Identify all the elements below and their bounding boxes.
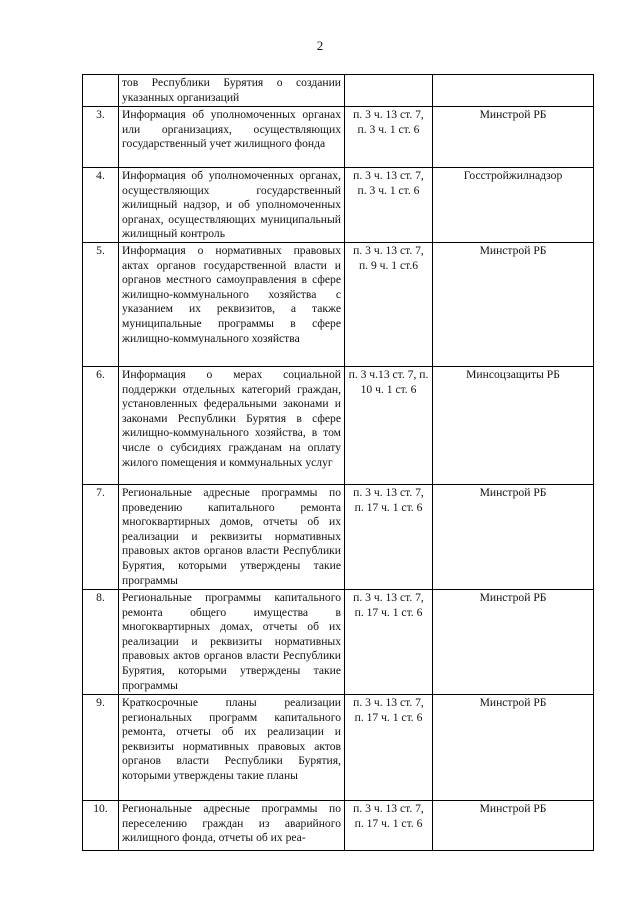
row-legal-reference: п. 3 ч. 13 ст. 7, п. 17 ч. 1 ст. 6 (345, 589, 433, 694)
row-information: тов Республики Бурятия о создании указанных организаций (119, 75, 345, 107)
row-legal-reference: п. 3 ч. 13 ст. 7, п. 3 ч. 1 ст. 6 (345, 168, 433, 243)
row-number: 3. (83, 107, 119, 168)
row-information: Информация об уполномоченных органах, осуществляющих государственный жилищный надзор, и об уполномоченных органах, осуществляющих муниципальный жилищный контроль (119, 168, 345, 243)
row-number: 9. (83, 694, 119, 800)
row-information: Информация о нормативных правовых актах органов государственной власти и органов местного самоуправления в сфере жилищно-коммунального хозяйства с указанием их реквизитов, а также муниципальные программы в сфере жилищно-коммунального хозяйства (119, 242, 345, 366)
table-row (83, 366, 594, 484)
row-number: 5. (83, 242, 119, 366)
row-responsible-body: Минстрой РБ (433, 800, 594, 850)
row-information: Краткосрочные планы реализации региональных программ капитального ремонта, отчеты об их реализации и реквизиты нормативных правовых актов органов власти Республики Бурятия, которыми утверждены такие планы (119, 694, 345, 800)
page-number: 2 (316, 38, 324, 53)
row-information: Региональные адресные программы по проведению капитального ремонта многоквартирных домов, отчеты об их реализации и реквизиты нормативных правовых актов органов власти Республики Бурятия, которыми утверждены такие программы (119, 484, 345, 589)
table-row (83, 589, 594, 694)
row-legal-reference: п. 3 ч. 13 ст. 7, п. 17 ч. 1 ст. 6 (345, 484, 433, 589)
row-legal-reference: п. 3 ч. 13 ст. 7, п. 17 ч. 1 ст. 6 (345, 694, 433, 800)
row-number: 8. (83, 589, 119, 694)
table-row (83, 168, 594, 243)
row-responsible-body: Минстрой РБ (433, 694, 594, 800)
row-responsible-body: Минстрой РБ (433, 589, 594, 694)
row-legal-reference (345, 75, 433, 107)
table-row (83, 484, 594, 589)
row-information: Региональные адресные программы по переселению граждан из аварийного жилищного фонда, отчеты об их реа- (119, 800, 345, 850)
row-responsible-body: Минстрой РБ (433, 242, 594, 366)
row-legal-reference: п. 3 ч. 13 ст. 7, п. 3 ч. 1 ст. 6 (345, 107, 433, 168)
row-responsible-body: Минсоцзащиты РБ (433, 366, 594, 484)
row-information: Региональные программы капитального ремонта общего имущества в многоквартирных домах, отчеты об их реализации и реквизиты нормативных правовых актов органов власти Республики Бурятия, которыми утверждены такие программы (119, 589, 345, 694)
table-row (83, 75, 594, 107)
row-responsible-body: Минстрой РБ (433, 484, 594, 589)
row-legal-reference: п. 3 ч. 13 ст. 7, п. 17 ч. 1 ст. 6 (345, 800, 433, 850)
table-row (83, 800, 594, 850)
table-row (83, 107, 594, 168)
row-legal-reference: п. 3 ч.13 ст. 7, п. 10 ч. 1 ст. 6 (345, 366, 433, 484)
table-row (83, 242, 594, 366)
row-information: Информация о мерах социальной поддержки отдельных категорий граждан, установленных федеральными законами и законами Республики Бурятия в сфере жилищно-коммунального хозяйства, в том числе о субсидиях гражданам на оплату жилого помещения и коммунальных услуг (119, 366, 345, 484)
row-number: 4. (83, 168, 119, 243)
row-number: 7. (83, 484, 119, 589)
table-row (83, 694, 594, 800)
row-legal-reference: п. 3 ч. 13 ст. 7, п. 9 ч. 1 ст.6 (345, 242, 433, 366)
information-table (82, 74, 594, 851)
row-responsible-body: Минстрой РБ (433, 107, 594, 168)
row-information: Информация об уполномоченных органах или организациях, осуществляющих государственный учет жилищного фонда (119, 107, 345, 168)
row-number (83, 75, 119, 107)
row-number: 10. (83, 800, 119, 850)
row-responsible-body (433, 75, 594, 107)
row-number: 6. (83, 366, 119, 484)
row-responsible-body: Госстройжилнадзор (433, 168, 594, 243)
